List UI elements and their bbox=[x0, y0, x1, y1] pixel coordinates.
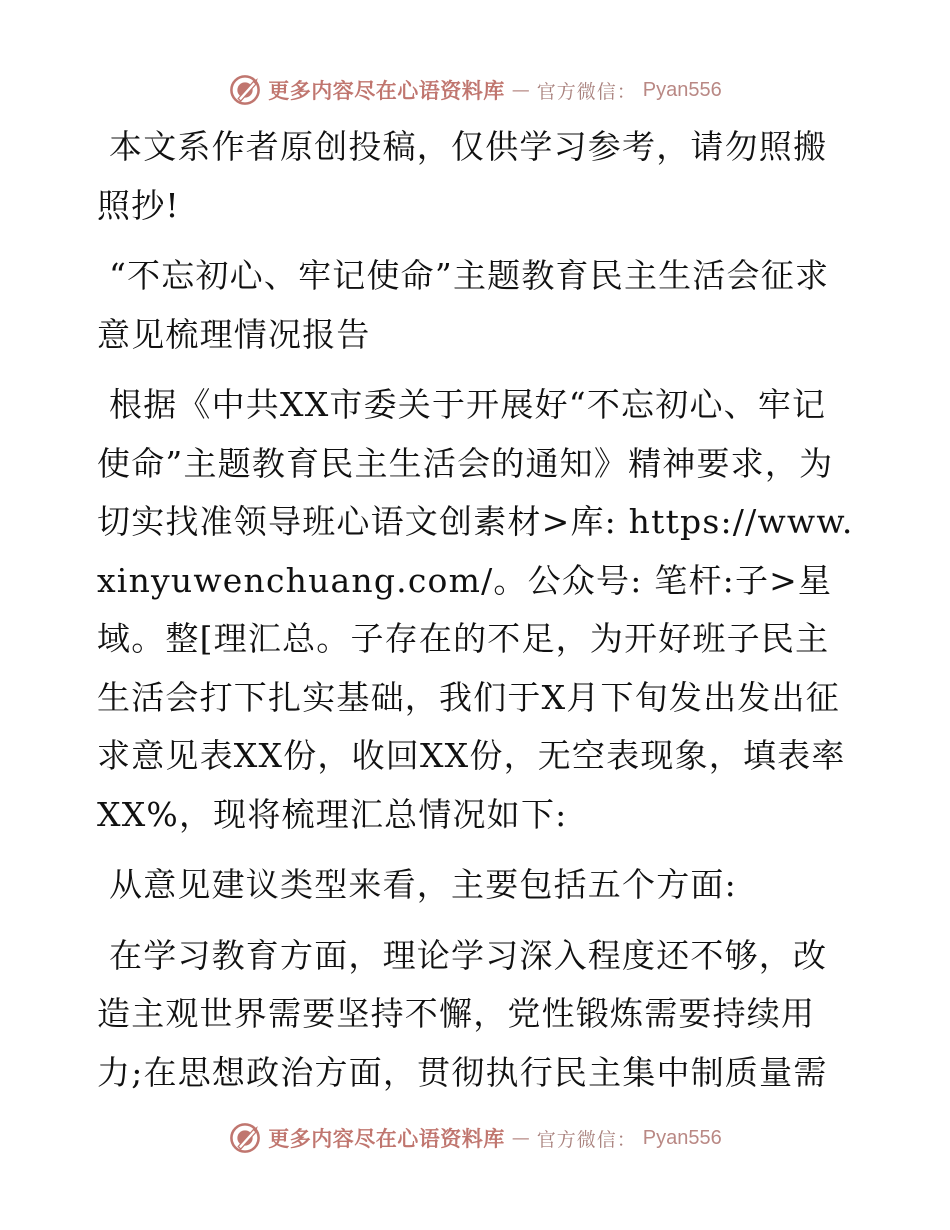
banner-dash: — bbox=[511, 79, 530, 101]
brand-logo-icon bbox=[228, 1121, 262, 1155]
banner-main-text: 更多内容尽在心语资料库 bbox=[268, 1126, 505, 1151]
detail-paragraph: 在学习教育方面，理论学习深入程度还不够，改造主观世界需要坚持不懈，党性锻炼需要持续用力;在思想政治方面，贯彻执行民主集中制质量需 bbox=[97, 935, 828, 1092]
banner-dash: — bbox=[511, 1127, 530, 1149]
header-watermark-banner bbox=[0, 70, 950, 110]
brand-logo-icon bbox=[228, 73, 262, 107]
footer-watermark-banner bbox=[0, 1118, 950, 1158]
banner-wechat-id: Pyan556 bbox=[642, 1126, 722, 1149]
document-title: “不忘初心、牢记使命”主题教育民主生活会征求意见梳理情况报告 bbox=[97, 256, 830, 354]
copyright-notice: 本文系作者原创投稿，仅供学习参考，请勿照搬照抄! bbox=[97, 127, 828, 225]
document-body bbox=[97, 118, 857, 1114]
summary-paragraph: 从意见建议类型来看，主要包括五个方面: bbox=[109, 865, 737, 904]
banner-wechat-id: Pyan556 bbox=[642, 78, 722, 101]
intro-paragraph: 根据《中共XX市委关于开展好“不忘初心、牢记使命”主题教育民主生活会的通知》精神要求，为切实找准领导班心语文创素材>库: https://www.xinyuwenchuang.com/。公众号: 笔杆:子>星域。整[理汇总。子存在的不足，为开好班子民主生活会打下扎实基础，我们于X月下旬发出发出征求意见表XX份，收回XX份，无空表现象，填表率XX%，现将梳理汇总情况如下: bbox=[97, 385, 854, 834]
banner-main-text: 更多内容尽在心语资料库 bbox=[268, 78, 505, 103]
banner-official-label: 官方微信： bbox=[536, 80, 637, 103]
banner-official-label: 官方微信： bbox=[536, 1128, 637, 1151]
